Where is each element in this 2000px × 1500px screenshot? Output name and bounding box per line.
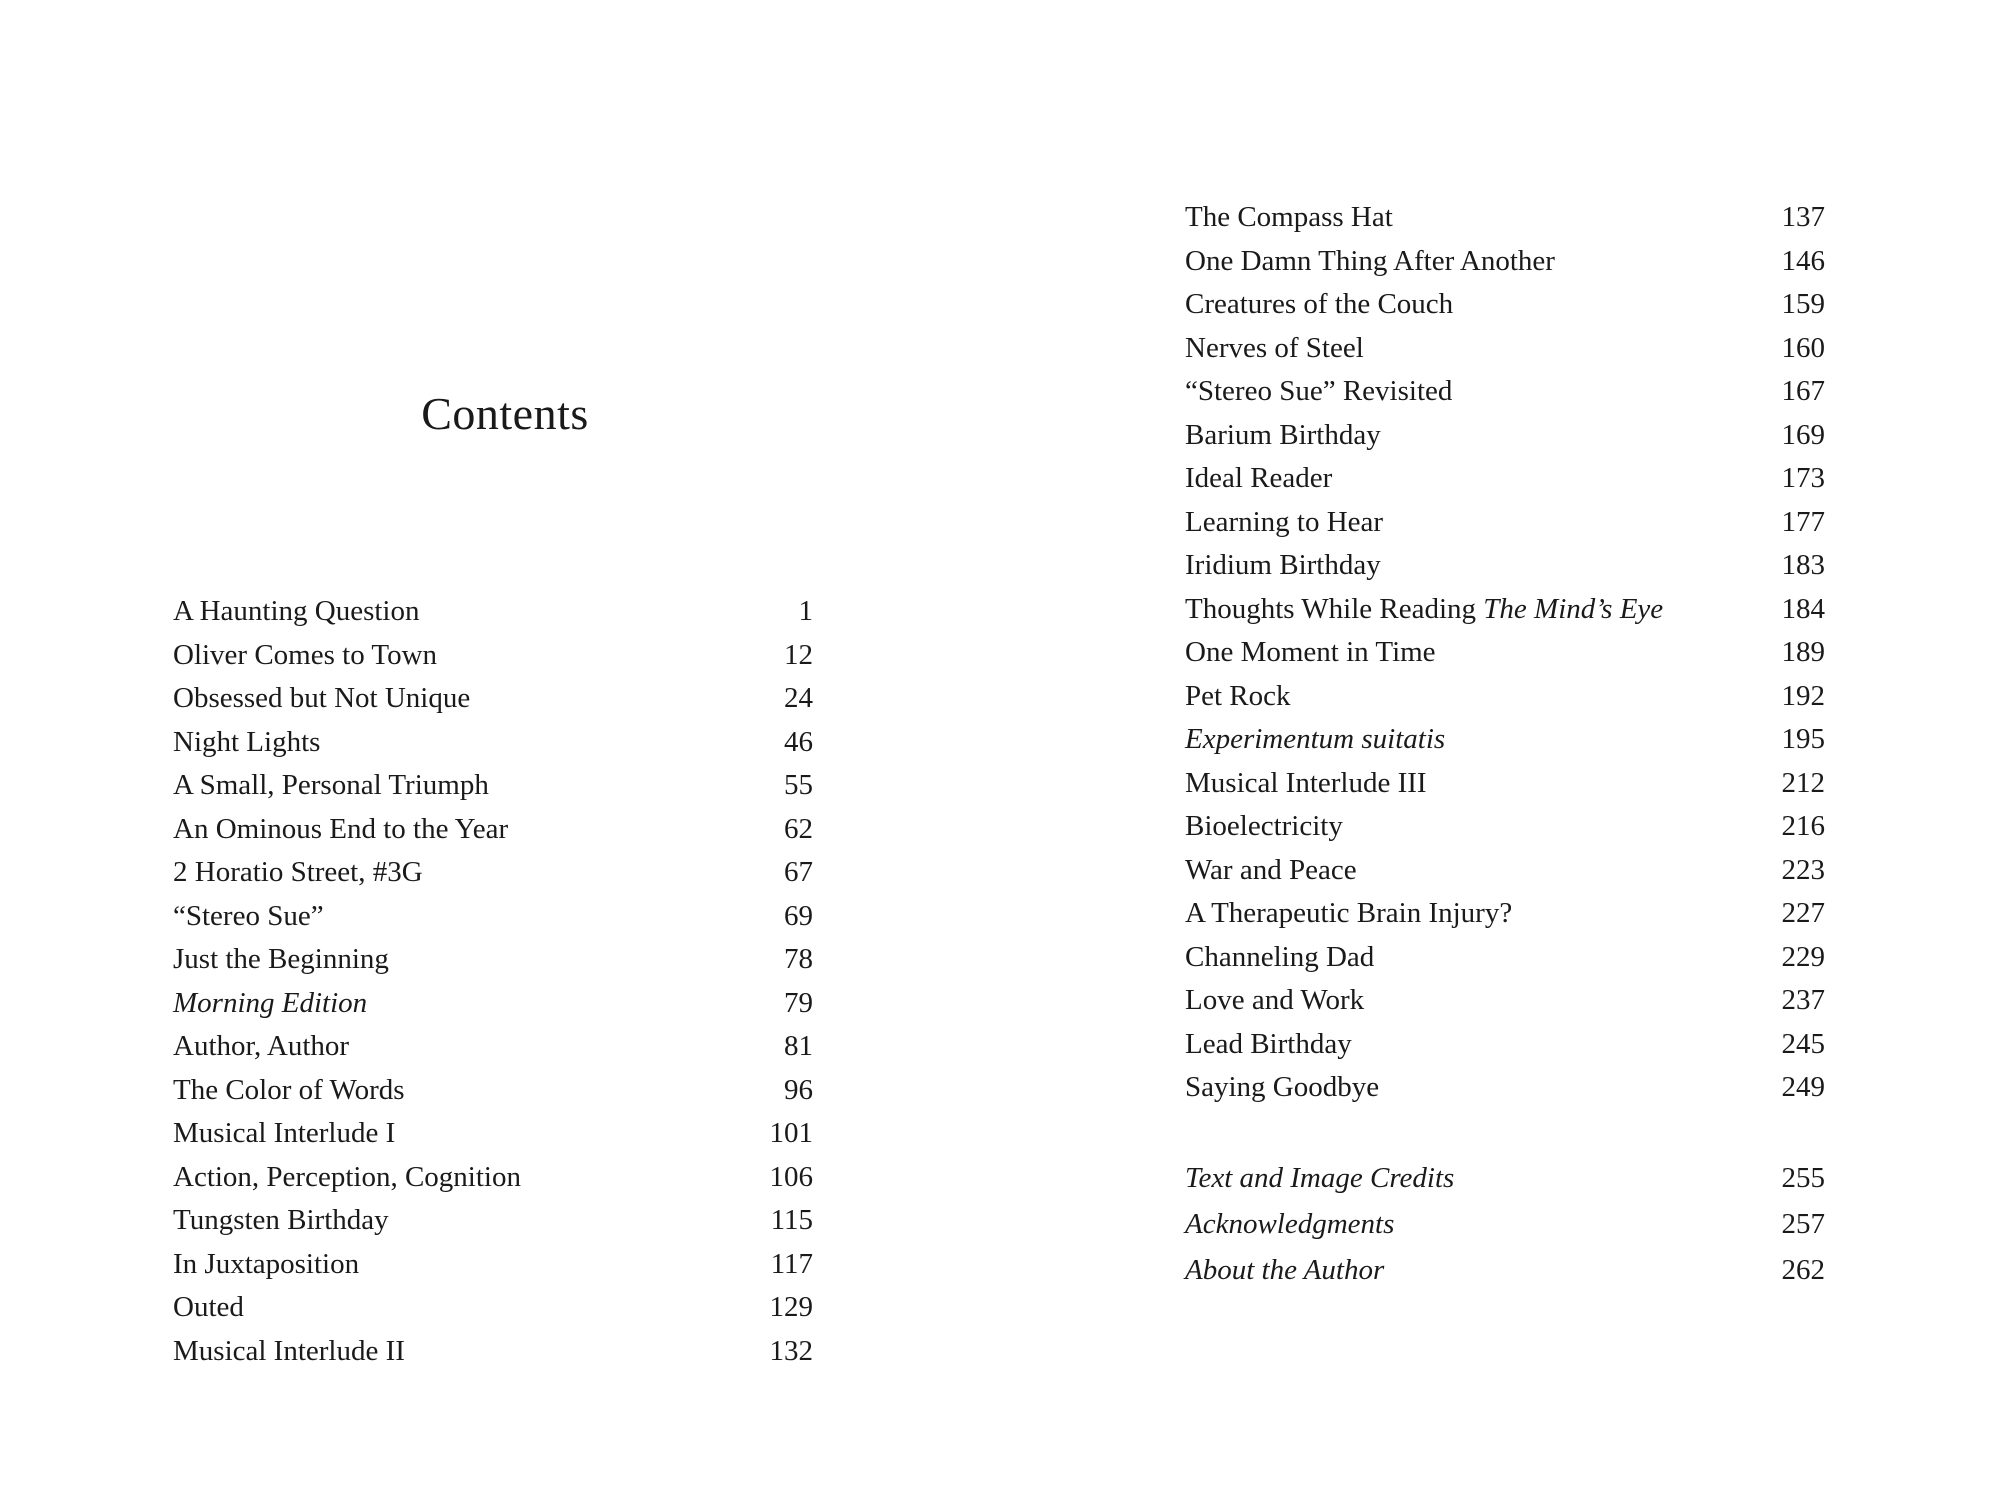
toc-entry (173, 808, 813, 852)
toc-entry-title-text: One Moment in Time (1185, 636, 1436, 668)
toc-entry-title-text: Oliver Comes to Town (173, 638, 438, 671)
toc-entry-page-number: 262 (1781, 1254, 1825, 1286)
toc-entry (1185, 631, 1825, 675)
toc-entry-title (1185, 196, 1765, 240)
toc-entry (1185, 240, 1825, 284)
toc-entry-page-number: 183 (1781, 549, 1825, 581)
toc-entry-page-number: 81 (784, 1030, 813, 1062)
toc-entry-page-number: 159 (1781, 288, 1825, 320)
toc-entry-title (173, 1156, 753, 1200)
toc-entry-page-number: 46 (784, 725, 813, 758)
toc-entry-title-text: Ideal Reader (1185, 462, 1333, 494)
toc-entry-title (173, 590, 753, 634)
toc-entry-page-number: 69 (784, 899, 813, 932)
toc-entry-title (173, 677, 753, 721)
toc-entry-title (173, 764, 753, 808)
toc-entry-page-number: 229 (1781, 940, 1825, 973)
toc-entry (1185, 718, 1825, 762)
toc-entry (173, 1112, 813, 1156)
toc-entry-title (173, 1243, 753, 1287)
toc-entry (1185, 675, 1825, 719)
toc-entry-page-number: 177 (1781, 505, 1825, 538)
toc-entry (1185, 1155, 1825, 1201)
toc-entry-title (1185, 718, 1765, 762)
toc-entry-title-text: The Compass Hat (1185, 201, 1393, 233)
toc-entry-page-number: 255 (1781, 1162, 1825, 1194)
toc-entry (1185, 501, 1825, 545)
toc-entry-title (173, 1286, 753, 1330)
toc-entry-title-text: Obsessed but Not Unique (173, 682, 471, 714)
toc-entry-title (173, 1330, 753, 1374)
toc-entry-page-number: 173 (1781, 462, 1825, 494)
right-page (1000, 0, 2000, 1500)
toc-entry-title-text: Iridium Birthday (1185, 549, 1381, 581)
toc-entry (1185, 936, 1825, 980)
toc-entry-title (1185, 457, 1765, 501)
toc-entry-title-text: One Damn Thing After Another (1185, 244, 1555, 277)
toc-entry (1185, 327, 1825, 371)
toc-entry-title (173, 982, 753, 1026)
toc-entry-page-number: 117 (770, 1247, 813, 1280)
toc-entry-title (173, 1112, 753, 1156)
toc-entry-title-text: Author, Author (173, 1030, 350, 1062)
toc-entry-title-text: Barium Birthday (1185, 418, 1381, 451)
toc-entry-page-number: 101 (769, 1117, 813, 1149)
toc-entry-title (173, 938, 753, 982)
toc-entry-page-number: 237 (1781, 984, 1825, 1016)
toc-entry (1185, 414, 1825, 458)
toc-entry-title (173, 895, 753, 939)
toc-entry-page-number: 216 (1781, 810, 1825, 842)
toc-entry-page-number: 78 (784, 943, 813, 975)
toc-entry-title-text: War and Peace (1185, 853, 1357, 886)
toc-entry-page-number: 62 (784, 812, 813, 845)
toc-entry-page-number: 169 (1781, 418, 1825, 451)
toc-entry-title (1185, 414, 1765, 458)
toc-entry-title-text: About the Author (1185, 1254, 1385, 1286)
toc-entry-title (173, 851, 753, 895)
toc-entry-page-number: 223 (1781, 853, 1825, 886)
toc-entry-title (1185, 240, 1765, 284)
toc-entry-title (1185, 1155, 1765, 1201)
toc-entry-page-number: 249 (1781, 1071, 1825, 1103)
toc-entry-title (1185, 1023, 1765, 1067)
toc-entry (173, 1025, 813, 1069)
toc-entry-title-text: “Stereo Sue” (173, 899, 324, 932)
toc-entry-page-number: 245 (1781, 1027, 1825, 1060)
toc-entry-title-text: Action, Perception, Cognition (173, 1160, 521, 1193)
toc-entry-page-number: 189 (1781, 636, 1825, 668)
toc-entry-page-number: 146 (1781, 244, 1825, 277)
toc-entry-title (1185, 283, 1765, 327)
toc-entry-title (1185, 544, 1765, 588)
toc-entry (1185, 1023, 1825, 1067)
toc-entry (173, 677, 813, 721)
toc-entry-title (1185, 1066, 1765, 1110)
toc-entry-page-number: 132 (769, 1334, 813, 1367)
toc-entry-title-text: An Ominous End to the Year (173, 812, 509, 845)
toc-entry-title-text: Bioelectricity (1185, 810, 1343, 842)
toc-entry (173, 764, 813, 808)
toc-entry-title (1185, 501, 1765, 545)
toc-entry-title-text: Musical Interlude II (173, 1334, 405, 1367)
toc-entry (1185, 1201, 1825, 1247)
toc-entry (1185, 370, 1825, 414)
toc-entry-title-text: 2 Horatio Street, #3G (173, 856, 423, 888)
toc-entry-title (1185, 327, 1765, 371)
toc-entry-page-number: 129 (769, 1291, 813, 1323)
toc-entry-title-text: Learning to Hear (1185, 505, 1384, 538)
toc-entry-title-italic: The Mind’s Eye (1483, 592, 1664, 625)
toc-entry-title-text: Love and Work (1185, 984, 1365, 1016)
toc-entry-page-number: 12 (784, 638, 813, 671)
toc-entry-title-text: Channeling Dad (1185, 940, 1375, 973)
toc-entry (173, 721, 813, 765)
toc-entry (173, 1243, 813, 1287)
toc-entry (1185, 588, 1825, 632)
toc-entry-page-number: 160 (1781, 331, 1825, 364)
toc-entry (173, 634, 813, 678)
toc-entry (1185, 283, 1825, 327)
toc-entry-title-text: A Therapeutic Brain Injury? (1185, 897, 1513, 929)
toc-entry-title-text: Saying Goodbye (1185, 1071, 1380, 1103)
toc-entry (1185, 457, 1825, 501)
toc-entry-title-text: Musical Interlude III (1185, 766, 1427, 799)
toc-entry-title (1185, 631, 1765, 675)
toc-entry (173, 1330, 813, 1374)
toc-entry-title (1185, 1201, 1765, 1247)
toc-entry-page-number: 115 (770, 1204, 813, 1236)
toc-entry-title-text: Musical Interlude I (173, 1117, 396, 1149)
toc-entry-title (173, 1069, 753, 1113)
toc-entry (1185, 849, 1825, 893)
toc-entry-title-text: Text and Image Credits (1185, 1162, 1455, 1194)
toc-entry-page-number: 67 (784, 856, 813, 888)
toc-entry-title-text: Acknowledgments (1185, 1208, 1395, 1240)
toc-entry (173, 895, 813, 939)
contents-heading: Contents (421, 388, 589, 439)
toc-entry-title (173, 721, 753, 765)
toc-entry-title-text: Just the Beginning (173, 943, 389, 975)
toc-entry (1185, 544, 1825, 588)
toc-entry (1185, 979, 1825, 1023)
toc-entry-page-number: 192 (1781, 679, 1825, 712)
toc-entry-title-text: Thoughts While Reading (1185, 592, 1484, 625)
toc-entry-page-number: 212 (1781, 766, 1825, 799)
toc-entry-title (1185, 1247, 1765, 1293)
toc-entry (1185, 762, 1825, 806)
toc-list-back-matter (1185, 1155, 1825, 1293)
toc-entry-page-number: 55 (784, 769, 813, 801)
toc-entry-title-text: A Small, Personal Triumph (173, 769, 489, 801)
toc-entry-title-text: Night Lights (173, 725, 321, 758)
toc-entry (1185, 1247, 1825, 1293)
toc-entry-title-text: The Color of Words (173, 1073, 405, 1106)
toc-entry-page-number: 137 (1781, 201, 1825, 233)
toc-entry-page-number: 227 (1781, 897, 1825, 929)
toc-list-left (173, 590, 813, 1373)
toc-entry-title-text: Nerves of Steel (1185, 331, 1364, 364)
toc-entry-title-text: Experimentum suitatis (1185, 723, 1446, 755)
toc-entry-title (1185, 588, 1765, 632)
toc-entry-title-text: Pet Rock (1185, 679, 1291, 712)
toc-entry-title (1185, 370, 1765, 414)
toc-entry-title-text: Tungsten Birthday (173, 1204, 389, 1236)
toc-entry-title-text: Outed (173, 1291, 244, 1323)
toc-entry-title-text: A Haunting Question (173, 595, 420, 627)
toc-entry-page-number: 1 (798, 595, 813, 627)
toc-entry-title (1185, 675, 1765, 719)
toc-entry-page-number: 257 (1781, 1208, 1825, 1240)
toc-entry (173, 851, 813, 895)
toc-entry-page-number: 24 (784, 682, 813, 714)
toc-entry-title-text: Creatures of the Couch (1185, 288, 1454, 320)
toc-entry-page-number: 167 (1781, 375, 1825, 407)
toc-entry (1185, 805, 1825, 849)
toc-entry (1185, 196, 1825, 240)
toc-entry (1185, 892, 1825, 936)
toc-entry-page-number: 79 (784, 986, 813, 1019)
toc-entry (173, 938, 813, 982)
toc-entry-title (1185, 936, 1765, 980)
toc-entry-title (1185, 892, 1765, 936)
toc-list-right (1185, 196, 1825, 1110)
toc-entry-title (1185, 849, 1765, 893)
toc-entry (173, 590, 813, 634)
toc-entry-title (1185, 762, 1765, 806)
toc-entry-title (173, 1199, 753, 1243)
toc-entry-page-number: 184 (1781, 592, 1825, 625)
toc-entry-title-text: In Juxtaposition (173, 1247, 360, 1280)
toc-entry-title (173, 634, 753, 678)
toc-entry (173, 982, 813, 1026)
toc-entry (173, 1199, 813, 1243)
toc-entry (173, 1286, 813, 1330)
toc-entry-title (1185, 979, 1765, 1023)
toc-entry (173, 1156, 813, 1200)
toc-entry-page-number: 96 (784, 1073, 813, 1106)
toc-entry-title (1185, 805, 1765, 849)
toc-entry-title (173, 1025, 753, 1069)
toc-entry-title-text: Lead Birthday (1185, 1027, 1352, 1060)
toc-entry-page-number: 195 (1781, 723, 1825, 755)
toc-entry (1185, 1066, 1825, 1110)
toc-entry (173, 1069, 813, 1113)
toc-entry-title-text: Morning Edition (173, 986, 368, 1019)
toc-entry-page-number: 106 (769, 1160, 813, 1193)
toc-entry-title-text: “Stereo Sue” Revisited (1185, 375, 1453, 407)
toc-entry-title (173, 808, 753, 852)
